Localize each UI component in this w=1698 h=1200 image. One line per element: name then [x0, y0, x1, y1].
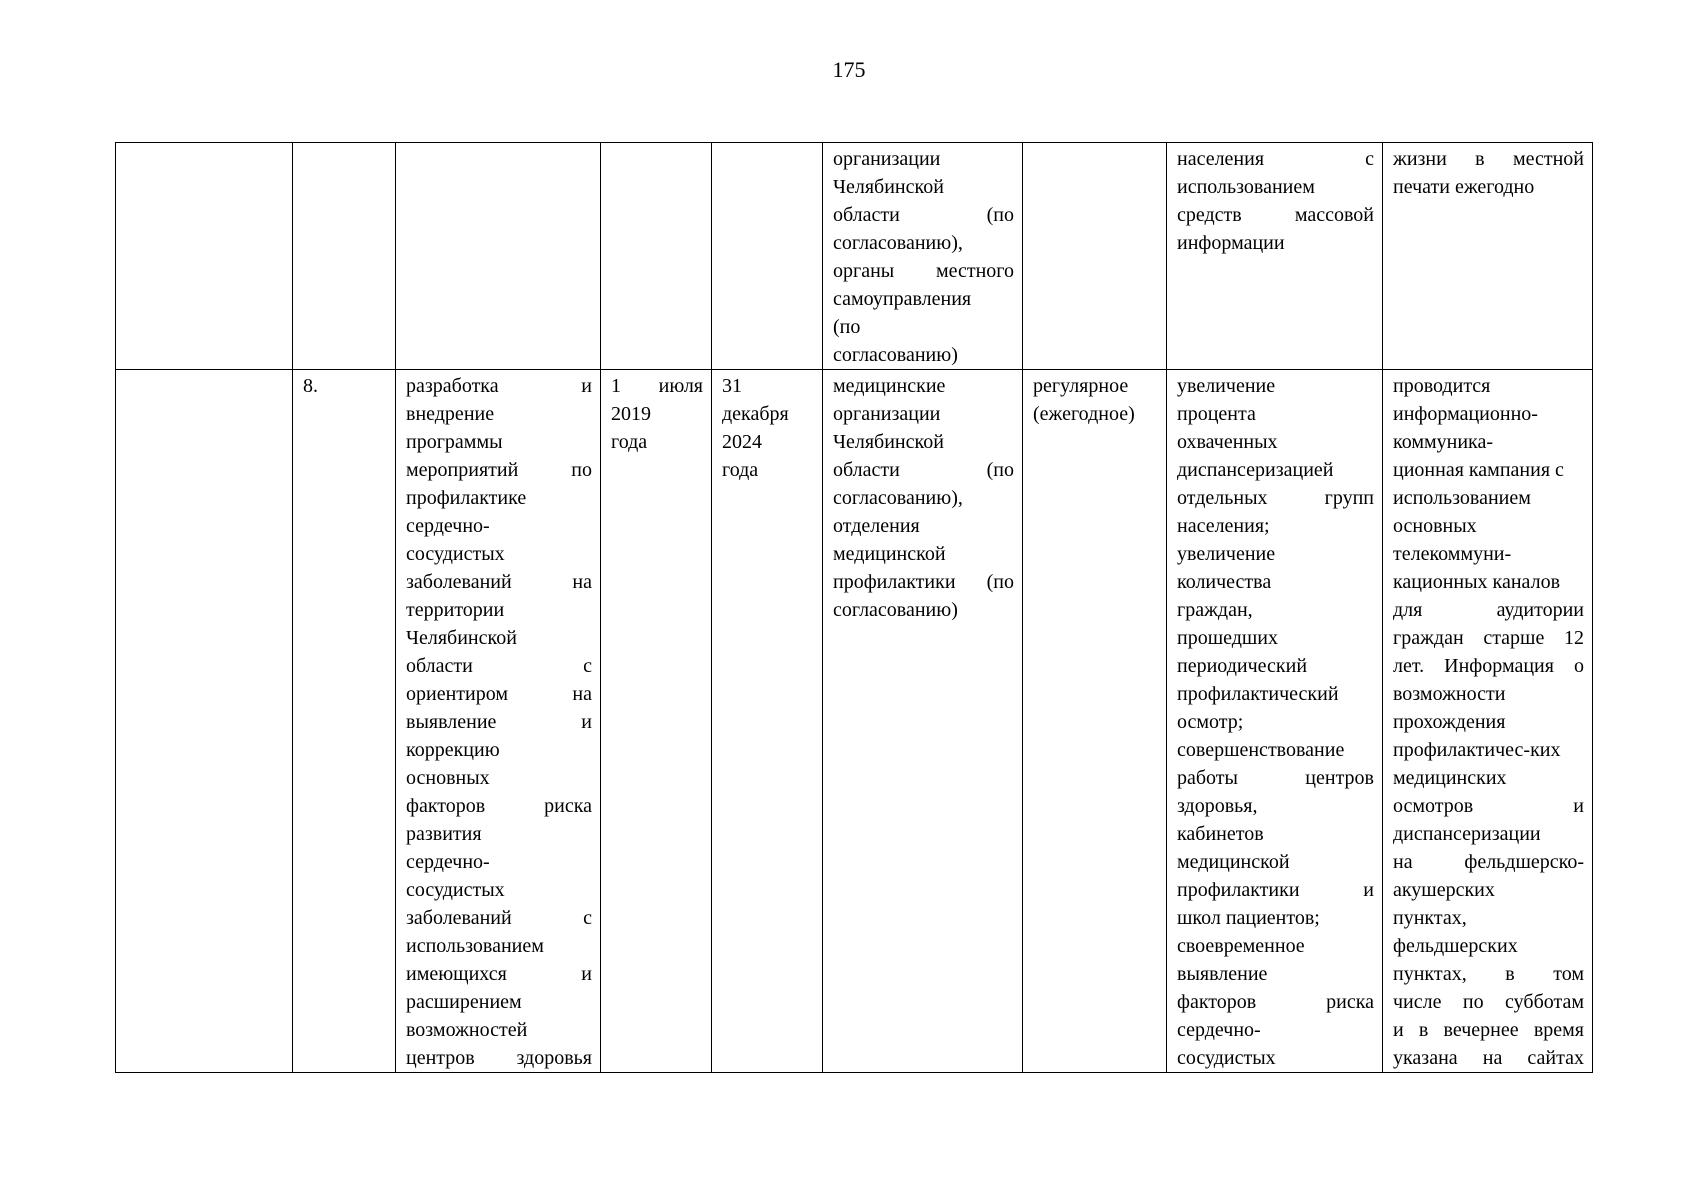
cell-section: [116, 143, 293, 370]
cell-text-line: выявление: [1177, 963, 1268, 985]
cell-text-line: населения с: [1177, 148, 1374, 170]
cell-text-line: ционная кампания с: [1393, 459, 1564, 481]
cell-number: 8.: [293, 370, 396, 1073]
cell-text-line: возможностей: [406, 1019, 528, 1041]
cell-text-line: области (по: [833, 459, 1014, 481]
cell-indicator: [1383, 143, 1593, 370]
cell-text-line: диспансеризацией: [1177, 459, 1334, 481]
cell-text-line: Челябинской: [833, 176, 944, 198]
cell-text-line: и в вечернее время: [1393, 1019, 1584, 1041]
cell-text-line: медицинской: [833, 543, 946, 565]
cell-text-line: медицинские: [833, 375, 946, 397]
page-number: 175: [832, 57, 866, 82]
cell-end-date: [712, 370, 823, 1073]
cell-text-line: указана на сайтах: [1393, 1047, 1584, 1069]
cell-text-line: самоуправления: [833, 288, 972, 310]
cell-text-line: процента: [1177, 403, 1256, 425]
cell-text-line: средств массовой: [1177, 204, 1374, 226]
cell-text-line: Челябинской: [406, 627, 517, 649]
cell-number: [293, 143, 396, 370]
cell-text-line: организации: [833, 403, 941, 425]
cell-text-line: пунктах,: [1393, 907, 1467, 929]
cell-text-line: коммуника-: [1393, 431, 1493, 453]
cell-text-line: профилактике: [406, 487, 527, 509]
cell-text-line: пунктах, в том: [1393, 963, 1584, 985]
cell-text-line: органы местного: [833, 260, 1014, 282]
cell-text-line: территории: [406, 599, 505, 621]
cell-text-line: прохождения: [1393, 711, 1506, 733]
cell-text-line: телекоммуни-: [1393, 543, 1512, 565]
cell-text-line: согласованию): [833, 344, 958, 366]
cell-text-line: прошедших: [1177, 627, 1278, 649]
cell-text-line: здоровья,: [1177, 795, 1258, 817]
cell-periodicity: [1023, 143, 1167, 370]
cell-text-line: программы: [406, 431, 503, 453]
cell-text-line: сосудистых: [406, 879, 505, 901]
cell-text-line: информации: [1177, 232, 1285, 254]
cell-text-line: факторов риска: [406, 795, 592, 817]
cell-text-line: профилактики и: [1177, 879, 1374, 901]
cell-text-line: печати ежегодно: [1393, 176, 1535, 198]
cell-text-line: сердечно-: [1177, 1019, 1261, 1041]
cell-text-line: населения;: [1177, 515, 1270, 537]
cell-text-line: осмотр;: [1177, 711, 1244, 733]
cell-text-line: проводится: [1393, 375, 1491, 397]
cell-text-line: года: [722, 459, 759, 481]
cell-result: [1167, 370, 1383, 1073]
cell-text-line: 2019: [611, 403, 651, 425]
cell-text-line: расширением: [406, 991, 522, 1013]
cell-text-line: осмотров и: [1393, 795, 1584, 817]
cell-text-line: на фельдшерско-: [1393, 851, 1584, 873]
cell-text-line: числе по субботам: [1393, 991, 1584, 1013]
cell-text-line: кационных каналов: [1393, 571, 1561, 593]
cell-text-line: охваченных: [1177, 431, 1278, 453]
cell-text-line: согласованию),: [833, 232, 963, 254]
cell-text-line: (ежегодное): [1033, 403, 1135, 425]
cell-text-line: области с: [406, 655, 592, 677]
cell-text-line: основных: [1393, 515, 1477, 537]
cell-text-line: отделения: [833, 515, 920, 537]
cell-text-line: кабинетов: [1177, 823, 1264, 845]
cell-text-line: имеющихся и: [406, 963, 592, 985]
cell-text-line: профилактичес-ких: [1393, 739, 1561, 761]
cell-end-date: [712, 143, 823, 370]
cell-measure: [396, 143, 601, 370]
cell-text-line: профилактики (по: [833, 571, 1014, 593]
cell-section: [116, 370, 293, 1073]
cell-text-line: фельдшерских: [1393, 935, 1518, 957]
cell-text-line: работы центров: [1177, 767, 1374, 789]
cell-text-line: организации: [833, 148, 941, 170]
cell-text-line: года: [611, 431, 648, 453]
cell-text-line: отдельных групп: [1177, 487, 1374, 509]
cell-text-line: школ пациентов;: [1177, 907, 1320, 929]
cell-text-line: факторов риска: [1177, 991, 1374, 1013]
cell-text-line: граждан старше 12: [1393, 627, 1584, 649]
cell-text-line: заболеваний с: [406, 907, 592, 929]
cell-text-line: (по: [833, 316, 861, 338]
cell-text-line: области (по: [833, 204, 1014, 226]
cell-text-line: использованием: [406, 935, 544, 957]
cell-result: [1167, 143, 1383, 370]
cell-text-line: медицинской: [1177, 851, 1290, 873]
cell-text-line: диспансеризации: [1393, 823, 1541, 845]
cell-indicator: [1383, 370, 1593, 1073]
cell-executors: [823, 370, 1023, 1073]
cell-text-line: 31: [722, 375, 742, 397]
cell-measure: [396, 370, 601, 1073]
cell-text-line: сосудистых: [1177, 1047, 1276, 1069]
cell-text-line: внедрение: [406, 403, 495, 425]
cell-text-line: сердечно-: [406, 851, 490, 873]
cell-text-line: 1 июля: [611, 375, 703, 397]
cell-periodicity: [1023, 370, 1167, 1073]
cell-text-line: 2024: [722, 431, 762, 453]
cell-text-line: регулярное: [1033, 375, 1129, 397]
cell-text-line: выявление и: [406, 711, 592, 733]
cell-text-line: согласованию): [833, 599, 958, 621]
cell-text-line: лет. Информация о: [1393, 655, 1584, 677]
cell-text-line: количества: [1177, 571, 1272, 593]
cell-text-line: возможности: [1393, 683, 1506, 705]
cell-text-line: информационно-: [1393, 403, 1538, 425]
cell-text-line: для аудитории: [1393, 599, 1584, 621]
cell-start-date: [601, 143, 712, 370]
cell-text-line: периодический: [1177, 655, 1308, 677]
cell-executors: [823, 143, 1023, 370]
cell-text-line: увеличение: [1177, 543, 1276, 565]
cell-text-line: развития: [406, 823, 482, 845]
cell-text-line: ориентиром на: [406, 683, 592, 705]
cell-start-date: [601, 370, 712, 1073]
measures-table: [115, 142, 1593, 1073]
cell-text-line: акушерских: [1393, 879, 1495, 901]
cell-text-line: использованием: [1393, 487, 1531, 509]
table-row-item-8: [116, 370, 1593, 1073]
cell-text-line: центров здоровья: [406, 1047, 592, 1069]
cell-text-line: основных: [406, 767, 490, 789]
cell-text-line: граждан,: [1177, 599, 1253, 621]
cell-text-line: медицинских: [1393, 767, 1507, 789]
table-row-continued: [116, 143, 1593, 370]
cell-text-line: использованием: [1177, 176, 1315, 198]
cell-text-line: согласованию),: [833, 487, 963, 509]
cell-text-line: заболеваний на: [406, 571, 592, 593]
cell-text-line: Челябинской: [833, 431, 944, 453]
cell-text-line: сосудистых: [406, 543, 505, 565]
cell-text-line: своевременное: [1177, 935, 1305, 957]
cell-text-line: профилактический: [1177, 683, 1339, 705]
cell-text-line: декабря: [722, 403, 789, 425]
cell-text-line: жизни в местной: [1393, 148, 1584, 170]
cell-text-line: совершенствование: [1177, 739, 1345, 761]
cell-text-line: мероприятий по: [406, 459, 592, 481]
cell-text-line: сердечно-: [406, 515, 490, 537]
cell-text-line: увеличение: [1177, 375, 1276, 397]
cell-text-line: коррекцию: [406, 739, 500, 761]
cell-text-line: разработка и: [406, 375, 592, 397]
